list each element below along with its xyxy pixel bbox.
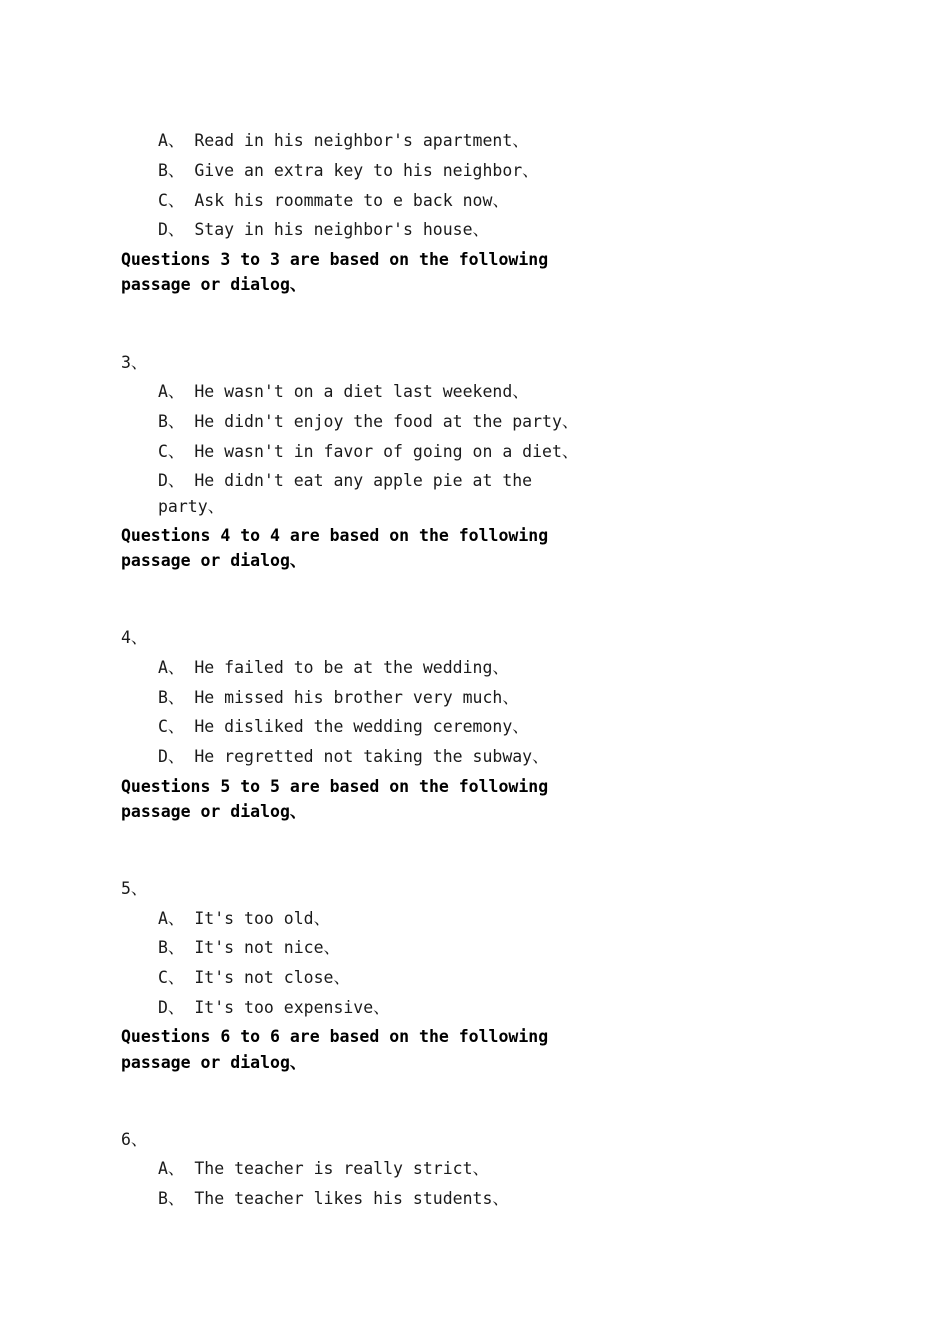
option-d: D、 He didn't eat any apple pie at the (158, 471, 533, 490)
option-c: C、 He wasn't in favor of going on a diet、 (158, 442, 579, 461)
question-number: 5、 (121, 879, 148, 898)
section-heading: Questions 3 to 3 are based on the following (121, 250, 549, 269)
question-number: 3、 (121, 353, 148, 372)
option-b: B、 He missed his brother very much、 (158, 688, 519, 707)
option-c: C、 He disliked the wedding ceremony、 (158, 717, 529, 736)
option-b: B、 He didn't enjoy the food at the party、 (158, 412, 579, 431)
option-d: D、 He regretted not taking the subway、 (158, 747, 549, 766)
option-a: A、 The teacher is really strict、 (158, 1159, 490, 1178)
option-c: C、 It's not close、 (158, 968, 350, 987)
option-b: B、 The teacher likes his students、 (158, 1189, 509, 1208)
section-heading-cont: passage or dialog、 (121, 551, 307, 570)
option-b: B、 It's not nice、 (158, 938, 341, 957)
option-a: A、 He failed to be at the wedding、 (158, 658, 509, 677)
section-heading: Questions 6 to 6 are based on the following (121, 1027, 549, 1046)
section-heading-cont: passage or dialog、 (121, 1053, 307, 1072)
option-a: A、 It's too old、 (158, 909, 331, 928)
option-b: B、 Give an extra key to his neighbor、 (158, 161, 539, 180)
option-d-continuation: party、 (158, 497, 225, 516)
option-c: C、 Ask his roommate to e back now、 (158, 191, 509, 210)
question-number: 4、 (121, 628, 148, 647)
question-number: 6、 (121, 1130, 148, 1149)
option-a: A、 Read in his neighbor's apartment、 (158, 131, 529, 150)
section-heading: Questions 5 to 5 are based on the following (121, 777, 549, 796)
section-heading-cont: passage or dialog、 (121, 275, 307, 294)
option-d: D、 Stay in his neighbor's house、 (158, 220, 490, 239)
section-heading-cont: passage or dialog、 (121, 802, 307, 821)
option-d: D、 It's too expensive、 (158, 998, 390, 1017)
option-a: A、 He wasn't on a diet last weekend、 (158, 382, 529, 401)
section-heading: Questions 4 to 4 are based on the following (121, 526, 549, 545)
